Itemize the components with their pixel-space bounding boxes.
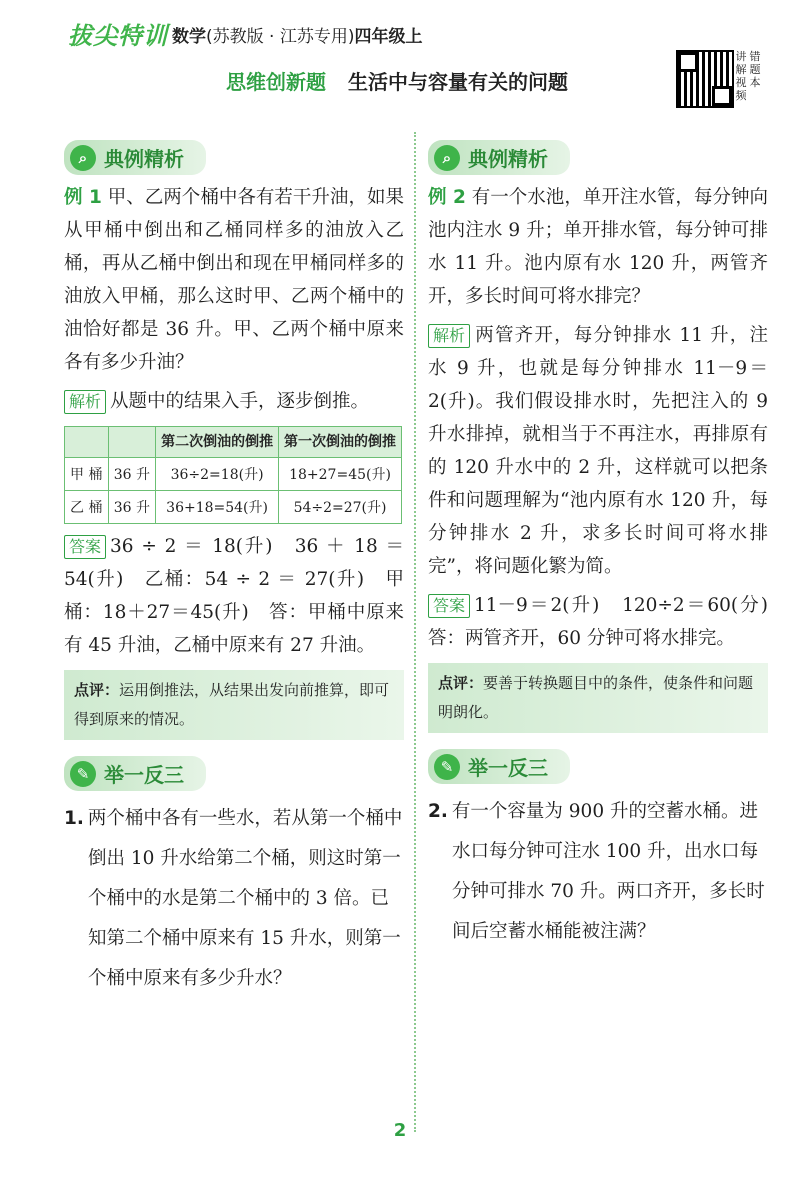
- analysis-tag: 解析: [64, 390, 106, 414]
- example-2: [428, 181, 768, 313]
- qr-label: 讲 错 解 题 视 本 频: [735, 50, 761, 102]
- title-main: 思维创新题: [226, 70, 326, 94]
- problem-text: 有一个容量为 900 升的空蓄水桶。进水口每分钟可注水 100 升，出水口每分钟可排水 70 升。两口齐开，多长时间后空蓄水桶能被注满？: [451, 801, 765, 942]
- example-label: 例 2: [428, 187, 466, 208]
- magnifier-icon: ⌕: [70, 145, 96, 171]
- section-head-example: ⌕ 典例精析: [428, 140, 570, 175]
- answer-1: [64, 530, 404, 662]
- problem-text: 两个桶中各有一些水，若从第一个桶中倒出 10 升水给第二个桶，则这时第一个桶中的水是第二个桶中的 3 倍。已知第二个桶中原来有 15 升水，则第一个桶中原来有多少升水？: [87, 808, 403, 989]
- table-header-row: [65, 427, 402, 458]
- comment-box: [64, 670, 404, 740]
- answer-text: 11－9＝2(升) 120÷2＝60(分) 答：两管齐开，60 分钟可将水排完。: [428, 595, 787, 649]
- magnifier-icon: ⌕: [434, 145, 460, 171]
- answer-tag: 答案: [64, 535, 106, 559]
- problem-number: 2.: [428, 801, 448, 822]
- table-header-second: 第二次倒油的倒推: [156, 427, 279, 458]
- analysis-tag: 解析: [428, 324, 470, 348]
- table-row: 乙 桶 36 升 36+18=54(升) 54÷2=27(升): [65, 491, 402, 524]
- comment-label: 点评：: [438, 674, 484, 692]
- title-sub: 生活中与容量有关的问题: [348, 70, 568, 94]
- book-grade: 四年级上: [354, 27, 423, 47]
- table-header-first: 第一次倒油的倒推: [279, 427, 402, 458]
- comment-label: 点评：: [74, 681, 120, 699]
- page-number: 2: [393, 1120, 407, 1141]
- brand-logo: 拔尖特训: [68, 22, 168, 50]
- right-column: [428, 134, 787, 971]
- practice-problem-2: [428, 792, 768, 952]
- pencil-icon: ✎: [70, 761, 96, 787]
- answer-2: [428, 589, 787, 655]
- answer-text: 36 ÷ 2 ＝ 18(升) 36 ＋ 18 ＝ 54(升) 乙桶：54 ÷ 2 ＝ 27(升) 甲桶：18＋27＝45(升) 答：甲桶中原来有 45 升油，乙桶中原来有 27 升油。: [64, 536, 404, 656]
- analysis-2: [428, 319, 768, 583]
- comment-text: 运用倒推法，从结果出发向前推算，即可得到原来的情况。: [74, 681, 390, 728]
- reverse-table: [64, 426, 402, 524]
- book-info: [172, 22, 422, 47]
- analysis-text: 从题中的结果入手，逐步倒推。: [110, 391, 370, 412]
- book-edition: (苏教版 · 江苏专用): [206, 27, 355, 47]
- example-1: [64, 181, 404, 379]
- qr-code-icon[interactable]: [676, 50, 734, 108]
- problem-number: 1.: [64, 808, 84, 829]
- left-column: [64, 134, 404, 1018]
- answer-tag: 答案: [428, 594, 470, 618]
- pencil-icon: ✎: [434, 754, 460, 780]
- page-header: [0, 0, 800, 130]
- section-head-practice: ✎ 举一反三: [64, 756, 206, 791]
- comment-box: [428, 663, 768, 733]
- example-text: 甲、乙两个桶中各有若干升油，如果从甲桶中倒出和乙桶同样多的油放入乙桶，再从乙桶中倒出和现在甲桶同样多的油放入甲桶，那么这时甲、乙两个桶中的油恰好都是 36 升。甲、乙两个桶中原来各有多少升油？: [64, 187, 404, 373]
- practice-problem-1: [64, 799, 404, 999]
- analysis-1: [64, 385, 404, 418]
- example-text: 有一个水池，单开注水管，每分钟向池内注水 9 升；单开排水管，每分钟可排水 11 升。池内原有水 120 升，两管齐开，多长时间可将水排完？: [428, 187, 768, 307]
- section-head-practice: ✎ 举一反三: [428, 749, 570, 784]
- section-head-example: ⌕ 典例精析: [64, 140, 206, 175]
- analysis-text: 两管齐开，每分钟排水 11 升，注水 9 升，也就是每分钟排水 11－9＝2(升)。我们假设排水时，先把注入的 9 升水排掉，就相当于不再注水，再排原有的 120 升水中的 2 升，这样就可以把条件和问题理解为“池内原有水 120 升，每分钟排水 2 升，求多长时间可将水排完”，将问题化繁为简。: [428, 325, 768, 577]
- example-label: 例 1: [64, 187, 102, 208]
- page-title: [226, 66, 568, 95]
- column-divider: [414, 132, 416, 1132]
- comment-text: 要善于转换题目中的条件，使条件和问题明朗化。: [438, 674, 754, 721]
- table-row: 甲 桶 36 升 36÷2=18(升) 18+27=45(升): [65, 458, 402, 491]
- book-subject: 数学: [172, 27, 206, 47]
